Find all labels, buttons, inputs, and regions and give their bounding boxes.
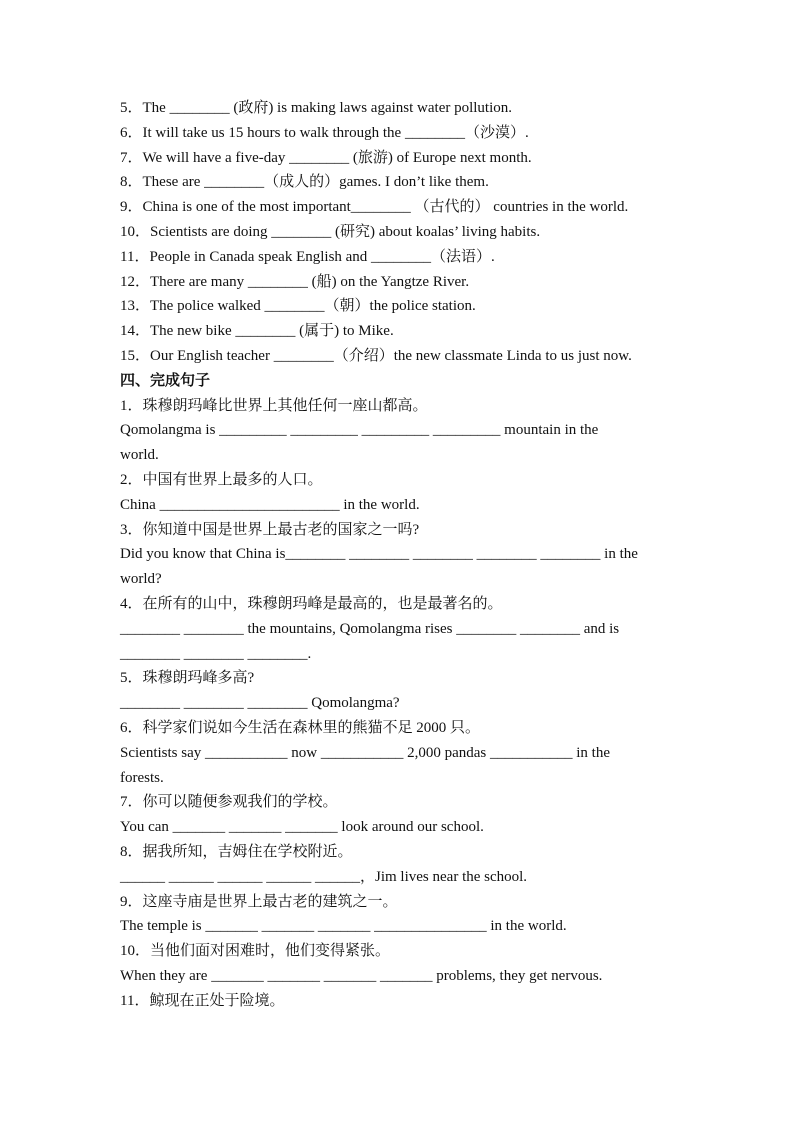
question-prompt: 5．珠穆朗玛峰多高? (120, 670, 255, 687)
exercise-line: 13．The police walked ________（朝）the police station. (120, 298, 476, 315)
answer-line: China ________________________ in the world. (120, 496, 420, 513)
answer-line: forests. (120, 769, 164, 786)
question-prompt: 2．中国有世界上最多的人口。 (120, 471, 323, 488)
question-prompt: 8．据我所知，吉姆住在学校附近。 (120, 843, 353, 860)
answer-line: ________ ________ the mountains, Qomolangma rises ________ ________ and is (120, 620, 620, 637)
question-prompt: 9．这座寺庙是世界上最古老的建筑之一。 (120, 893, 398, 910)
exercise-line: 6．It will take us 15 hours to walk through the ________（沙漠）. (120, 124, 529, 141)
exercise-line: 11．People in Canada speak English and ________（法语）. (120, 248, 495, 265)
exercise-line: 8．These are ________（成人的）games. I don’t like them. (120, 174, 489, 191)
question-prompt: 4．在所有的山中，珠穆朗玛峰是最高的，也是最著名的。 (120, 595, 503, 612)
question-prompt: 6．科学家们说如今生活在森林里的熊猫不足 2000 只。 (120, 719, 481, 736)
worksheet-page (120, 96, 680, 1013)
answer-line: world. (120, 447, 159, 464)
answer-line: Qomolangma is _________ _________ _________ _________ mountain in the (120, 422, 599, 439)
question-prompt: 1．珠穆朗玛峰比世界上其他任何一座山都高。 (120, 397, 428, 414)
answer-line: When they are _______ _______ _______ _______ problems, they get nervous. (120, 967, 603, 984)
answer-line: ______ ______ ______ ______ ______，Jim lives near the school. (120, 868, 528, 885)
exercise-line: 9．China is one of the most important________ （古代的） countries in the world. (120, 199, 629, 216)
answer-line: The temple is _______ _______ _______ _______________ in the world. (120, 918, 567, 935)
answer-line: ________ ________ ________ Qomolangma? (120, 695, 400, 712)
exercise-line: 12．There are many ________ (船) on the Yangtze River. (120, 273, 470, 290)
exercise-line: 15．Our English teacher ________（介绍）the new classmate Linda to us just now. (120, 347, 632, 364)
question-prompt: 3．你知道中国是世界上最古老的国家之一吗? (120, 521, 420, 538)
answer-line: You can _______ _______ _______ look around our school. (120, 819, 484, 836)
exercise-line: 7．We will have a five-day ________ (旅游) of Europe next month. (120, 149, 532, 166)
section-heading: 四、完成句子 (120, 372, 211, 389)
answer-line: world? (120, 571, 162, 588)
answer-line: Did you know that China is________ ________ ________ ________ ________ in the (120, 546, 638, 563)
question-prompt: 7．你可以随便参观我们的学校。 (120, 794, 338, 811)
exercise-line: 10．Scientists are doing ________ (研究) about koalas’ living habits. (120, 223, 541, 240)
answer-line: Scientists say ___________ now ___________ 2,000 pandas ___________ in the (120, 744, 610, 761)
question-prompt: 11．鲸现在正处于险境。 (120, 992, 285, 1009)
answer-line: ________ ________ ________. (120, 645, 312, 662)
question-prompt: 10．当他们面对困难时，他们变得紧张。 (120, 943, 391, 960)
exercise-line: 5．The ________ (政府) is making laws against water pollution. (120, 100, 513, 116)
exercise-line: 14．The new bike ________ (属于) to Mike. (120, 323, 394, 340)
